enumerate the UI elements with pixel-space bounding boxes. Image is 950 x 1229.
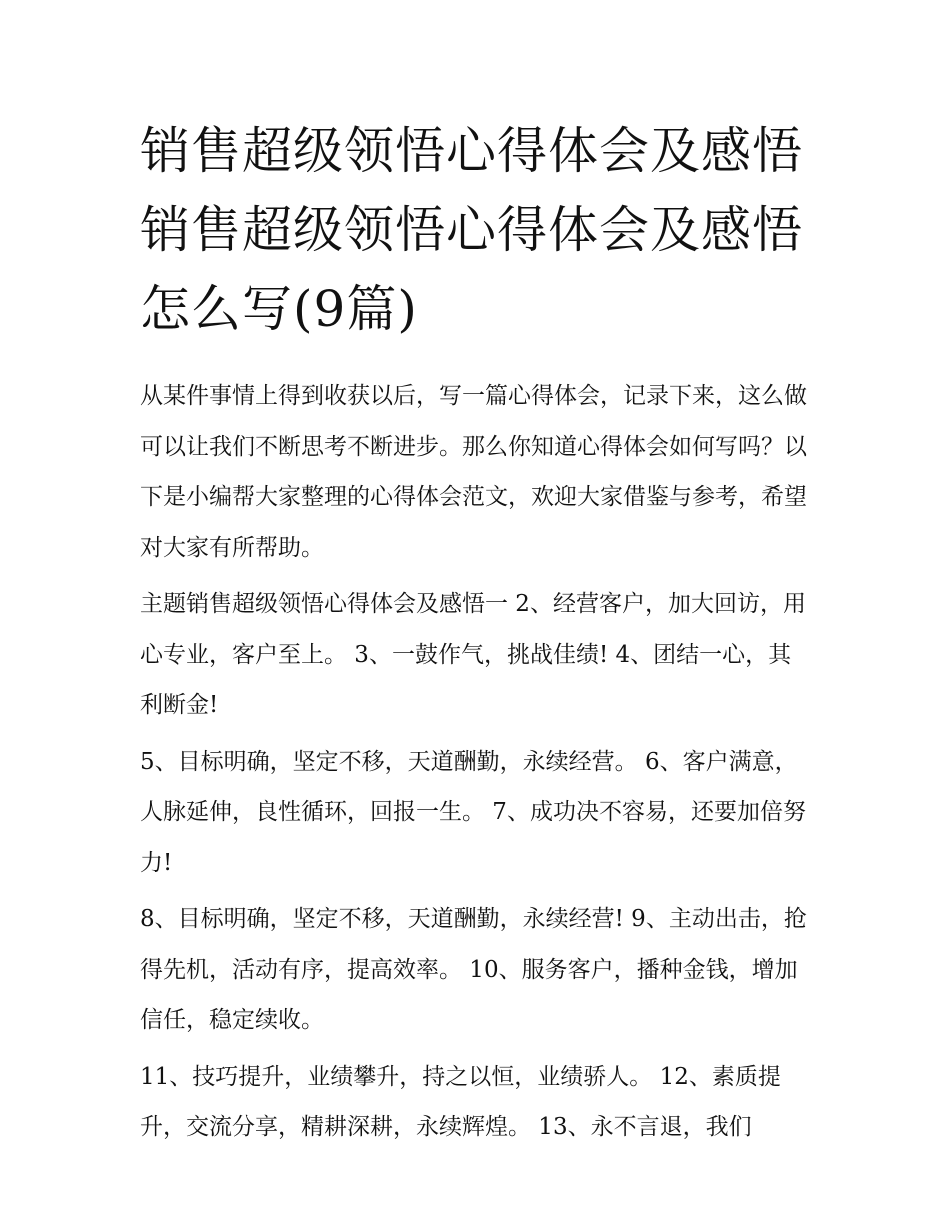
body-paragraph-1: 主题销售超级领悟心得体会及感悟一 2、经营客户，加大回访，用心专业，客户至上。 3、一鼓作气，挑战佳绩! 4、团结一心，其利断金!	[140, 591, 806, 718]
title-line-2: 销售超级领悟心得体会及感悟	[140, 201, 803, 259]
title-line-3: 怎么写(9篇)	[140, 280, 418, 338]
intro-paragraph: 从某件事情上得到收获以后，写一篇心得体会，记录下来，这么做可以让我们不断思考不断进步。那么你知道心得体会如何写吗？以下是小编帮大家整理的心得体会范文，欢迎大家借鉴与参考，希望对大家有所帮助。	[140, 383, 807, 561]
document-title	[140, 112, 812, 349]
body-paragraph-3: 8、目标明确，坚定不移，天道酬勤，永续经营! 9、主动出击，抢得先机，活动有序，提高效率。 10、服务客户，播种金钱，增加信任，稳定续收。	[140, 906, 807, 1033]
body-paragraph-4: 11、技巧提升，业绩攀升，持之以恒，业绩骄人。 12、素质提升，交流分享，精耕深耕，永续辉煌。 13、永不言退，我们	[140, 1063, 781, 1140]
body-paragraph-2: 5、目标明确，坚定不移，天道酬勤，永续经营。 6、客户满意，人脉延伸，良性循环，回报一生。 7、成功决不容易，还要加倍努力!	[140, 748, 806, 876]
title-line-1: 销售超级领悟心得体会及感悟	[140, 122, 803, 180]
document-page	[140, 112, 812, 1153]
